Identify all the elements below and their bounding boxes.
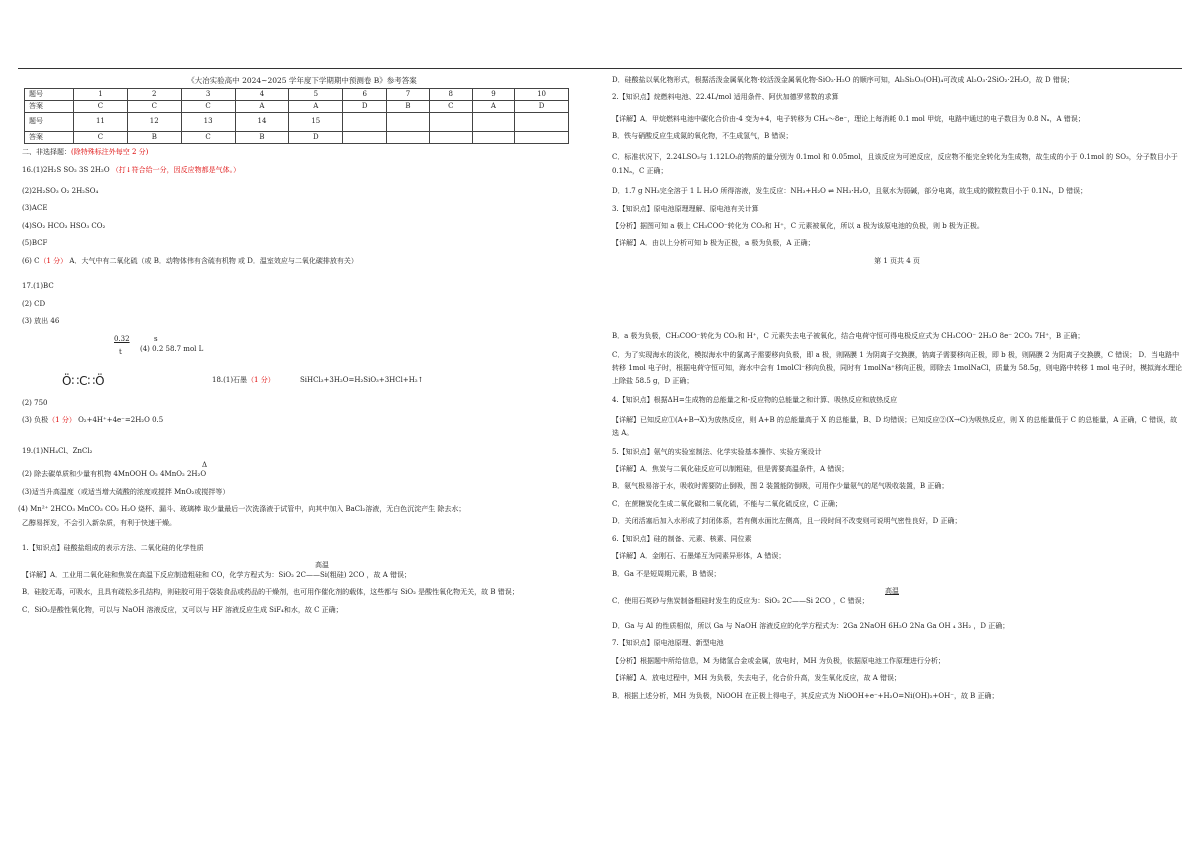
table-cell [387, 113, 430, 132]
table-cell: 5 [289, 89, 343, 101]
r21: B．Ga 不是短周期元素，B 错误； [612, 569, 721, 578]
table-cell [472, 132, 514, 144]
r1: D．硅酸盐以氧化物形式，根据活泼金属氧化物·较活泼金属氧化物·SiO₂·H₂O 的顺序可知，Al₂Si₂O₅(OH)₄可改成 Al₂O₃·2SiO₂·2H₂O，故 D 错误； [612, 76, 1074, 84]
q17-4: (4) 0.2 58.7 mol L [140, 344, 204, 353]
r20: 【详解】A．金刚石、石墨烯互为同素异形体，A 错误； [612, 552, 786, 561]
table-cell: 14 [235, 113, 289, 132]
table-cell: C [181, 132, 235, 144]
q17-units: s [154, 334, 158, 343]
q19-2: (2) 除去碳单质和少量有机物 4MnOOH O₂ 4MnO₂ 2H₂O [22, 470, 207, 479]
table-cell: 12 [127, 113, 181, 132]
r3: 【详解】A．甲烷燃料电池中碳化合价由-4 变为+4，电子转移为 CH₄～8e⁻，理论上每消耗 0.1 mol 甲烷，电路中通过的电子数目为 0.8 Nₐ，A 错误； [612, 114, 1085, 123]
r12: 4.【知识点】根据ΔH=生成物的总能量之和-反应物的总能量之和计算、吸热反应和放热反应 [612, 396, 898, 405]
table-cell [515, 132, 569, 144]
top-rule [18, 68, 1182, 69]
table-cell: D [289, 132, 343, 144]
table-cell [429, 113, 472, 132]
table-cell: C [74, 132, 128, 144]
table-cell [343, 113, 387, 132]
q17-2: (2) CD [22, 299, 46, 308]
q16-6: (6) C（1 分） A．大气中有二氧化硫（或 B．动物体伟有含硫有机物 或 D．温室效应与二氧化碳排放有关） [22, 256, 358, 265]
table-cell: A [472, 101, 514, 113]
table-cell: 3 [181, 89, 235, 101]
r9: 【详解】A．由以上分析可知 b 极为正极，a 极为负极，A 正确； [612, 239, 815, 248]
q19-1: 19.(1)NH₄Cl、ZnCl₂ [22, 447, 93, 456]
r22: C．使用石英砂与焦炭制备粗硅时发生的反应为：SiO₂ 2C——Si 2CO ，C 错误； [612, 596, 869, 605]
table-cell: B [235, 132, 289, 144]
r18: D．关闭活塞后加入水形成了封闭体系，若有侧水面比左侧高，且一段时间不改变则可说明气密性良好，D 正确； [612, 517, 962, 526]
section2-heading: 二、非选择题：(除特殊标注外每空 2 分) [22, 148, 149, 157]
r16: B．氨气极易溶于水，吸收时需要防止倒吸，图 2 装置能防倒吸，可用作少量氨气的尾气吸收装置，B 正确； [612, 482, 949, 491]
e1-b: B．硅胶无毒，可吸水，且具有疏松多孔结构，则硅胶可用于袋装食品或药品的干燥剂，也可用作催化剂的载体，这些都与 SiO₂ 是酸性氧化物无关，故 B 错误； [22, 588, 519, 597]
fraction-denominator: t [119, 347, 122, 356]
table-cell: 13 [181, 113, 235, 132]
table-cell: 6 [343, 89, 387, 101]
q17-1: 17.(1)BC [22, 282, 54, 291]
r11: C．为了实现海水的淡化，模拟海水中的氯离子需要移向负极，即 a 极，则隔膜 1 为阴离子交换膜，钠离子需要移向正极，即 b 极，则隔膜 2 为阳离子交换膜，C 错误； D．当电路中转移 1mol 电子时，根据电荷守恒可知，海水中会有 1molCl⁻移向负极，同时有 1molNa⁺移向正极，即除去 1molNaCl，质量为 58.5g，则电路中转移 1 mol 电子时，模拟海水理论上除盐 58.5 g，D 正确； [612, 351, 1182, 386]
table-cell: D [515, 101, 569, 113]
table-row [25, 132, 569, 144]
table-cell: C [74, 101, 128, 113]
q18-2: (2) 750 [22, 398, 48, 407]
q16-3: (3)ACE [22, 204, 48, 213]
r22-condition: 高温 [885, 587, 899, 596]
r24: 7.【知识点】原电池原理、新型电池 [612, 639, 724, 648]
r13: 【详解】已知反应①(A+B→X)为放热反应，则 A+B 的总能量高于 X 的总能量，B、D 均错误；已知反应②(X→C)为吸热反应，则 X 的总能量低于 C 的总能量，A 正确，C 错误，故选 A。 [612, 415, 1178, 437]
table-row-header: 题号 [25, 113, 74, 132]
r25: 【分析】根据题中所给信息，M 为储氢合金或金属，放电时，MH 为负极，依据原电池工作原理进行分析； [612, 656, 945, 665]
q16-2: (2)2H₂SO₃ O₂ 2H₂SO₄ [22, 187, 99, 195]
r15: 【详解】A．焦炭与二氧化硅反应可以制粗硅，但是需要高温条件，A 错误； [612, 465, 849, 473]
q17-4-row [22, 335, 582, 361]
table-cell: C [429, 101, 472, 113]
q17-3: (3) 放出 46 [22, 317, 60, 326]
r7: 3.【知识点】原电池原理理解、原电池有关计算 [612, 204, 759, 213]
table-cell: 8 [429, 89, 472, 101]
table-cell: 10 [515, 89, 569, 101]
q19-5: 乙醇易挥发，不会引入新杂质，有利于快速干燥。 [22, 518, 176, 527]
e1-title: 1.【知识点】硅酸盐组成的表示方法、二氧化硅的化学性质 [22, 544, 204, 552]
r4: B．铁与硝酸反应生成氮的氧化物，不生成氢气，B 错误； [612, 132, 793, 141]
table-cell: 2 [127, 89, 181, 101]
table-cell [429, 132, 472, 144]
r2: 2.【知识点】烷燃料电池、22.4L/mol 适用条件、阿伏加德罗常数的求算 [612, 93, 839, 102]
q18-row: Ö∷C∷Ö 18.(1)石墨（1 分） SiHCl₃+3H₂O=H₂SiO₃+3HCl+H₂↑ [62, 373, 424, 388]
r19: 6.【知识点】硅的制备、元素、核素、同位素 [612, 534, 752, 543]
table-row-header: 答案 [25, 101, 74, 113]
r5: C．标准状况下，2.24LSO₂与 1.12LO₂的物质的量分别为 0.1mol 和 0.05mol，且该反应为可逆反应，反应物不能完全转化为生成物，故生成的小于 0.1mol 的 SO₃，分子数目小于 0.1Nₐ，C 正确； [612, 152, 1178, 176]
e1-a: 【详解】A．工业用二氧化硅和焦炭在高温下反应制造粗硅和 CO，化学方程式为：SiO₂ 2C——Si(粗硅) 2CO ，故 A 错误； [22, 570, 411, 579]
table-cell: A [235, 101, 289, 113]
table-cell: B [387, 101, 430, 113]
table-cell: 15 [289, 113, 343, 132]
co2-electron-formula: Ö∷C∷Ö [62, 373, 105, 388]
e1-c: C．SiO₂是酸性氧化物，可以与 NaOH 溶液反应，又可以与 HF 溶液反应生成 SiF₄和水，故 C 正确； [22, 605, 343, 614]
e1-condition: 高温 [315, 561, 329, 570]
table-cell: A [289, 101, 343, 113]
left-column [18, 76, 582, 615]
r8: 【分析】据图可知 a 极上 CH₃COO⁻转化为 CO₂和 H⁺，C 元素被氧化，所以 a 极为该原电池的负极，则 b 极为正极。 [612, 222, 984, 230]
r10: B．a 极为负极，CH₃COO⁻转化为 CO₂和 H⁺，C 元素失去电子被氧化，结合电荷守恒可得电极反应式为 CH₃COO⁻ 2H₂O 8e⁻ 2CO₂ 7H⁺，B 正确； [612, 332, 1085, 340]
table-row [25, 113, 569, 132]
table-cell: C [181, 101, 235, 113]
table-row-header: 答案 [25, 132, 74, 144]
table-row-header: 题号 [25, 89, 74, 101]
delta-mark: Δ [202, 460, 208, 469]
table-cell [343, 132, 387, 144]
q16-4: (4)SO₂ HCO₃ HSO₃ CO₂ [22, 221, 106, 230]
table-cell: 11 [74, 113, 128, 132]
page-number: 第 1 页共 4 页 [874, 256, 920, 265]
q16-5: (5)BCF [22, 239, 48, 248]
table-cell: C [127, 101, 181, 113]
r6: D．1.7 g NH₃完全溶于 1 L H₂O 所得溶液，发生反应：NH₃+H₂O ⇌ NH₃·H₂O，且氨水为弱碱，部分电离，故生成的微粒数目小于 0.1Nₐ，D 错误； [612, 187, 1088, 196]
r17: C．在蔗糖炭化生成二氧化碳和二氧化硫，不能与二氧化硫反应，C 正确； [612, 499, 842, 508]
table-cell: B [127, 132, 181, 144]
table-cell: 9 [472, 89, 514, 101]
fraction-numerator: 0.32 [114, 334, 130, 343]
q19-3: (3)适当升高温度（或适当增大硫酸的浓度或搅拌 MnO₂或搅拌等） [22, 487, 230, 496]
r14: 5.【知识点】氨气的实验室制法、化学实验基本操作、实验方案设计 [612, 447, 822, 456]
q19-4: (4) Mn²⁺ 2HCO₃ MnCO₃ CO₂ H₂O 烧杯、漏斗、玻璃棒 取少量最后一次洗涤液于试管中，向其中加入 BaCl₂溶液，无白色沉淀产生 除去水； [18, 505, 466, 514]
table-cell: 1 [74, 89, 128, 101]
table-cell [472, 113, 514, 132]
table-row [25, 89, 569, 101]
r26: 【详解】A．放电过程中，MH 为负极，失去电子，化合价升高，发生氧化反应，故 A 错误； [612, 674, 902, 683]
table-cell: D [343, 101, 387, 113]
table-cell: 4 [235, 89, 289, 101]
r23: D．Ga 与 Al 的性质相似，所以 Ga 与 NaOH 溶液反应的化学方程式为：2Ga 2NaOH 6H₂O 2Na Ga OH ₄ 3H₂ ，D 正确； [612, 621, 1010, 630]
answer-table [24, 88, 569, 144]
r27: B．根据上述分析，MH 为负极，NiOOH 在正极上得电子，其反应式为 NiOOH+e⁻+H₂O=Ni(OH)₂+OH⁻，故 B 正确； [612, 691, 999, 700]
table-cell [387, 132, 430, 144]
page-title: 《大冶实验高中 2024~2025 学年度下学期期中预测卷 B》参考答案 [187, 76, 417, 85]
q16-1: 16.(1)2H₂S SO₂ 3S 2H₂O （打↓符合给一分，因反应物都是气体。） [22, 165, 241, 174]
right-column [612, 76, 1182, 266]
q18-3: (3) 负极（1 分） O₂+4H⁺+4e⁻=2H₂O 0.5 [22, 415, 164, 424]
table-row [25, 101, 569, 113]
table-cell: 7 [387, 89, 430, 101]
table-cell [515, 113, 569, 132]
right-column-lower [612, 332, 1182, 701]
